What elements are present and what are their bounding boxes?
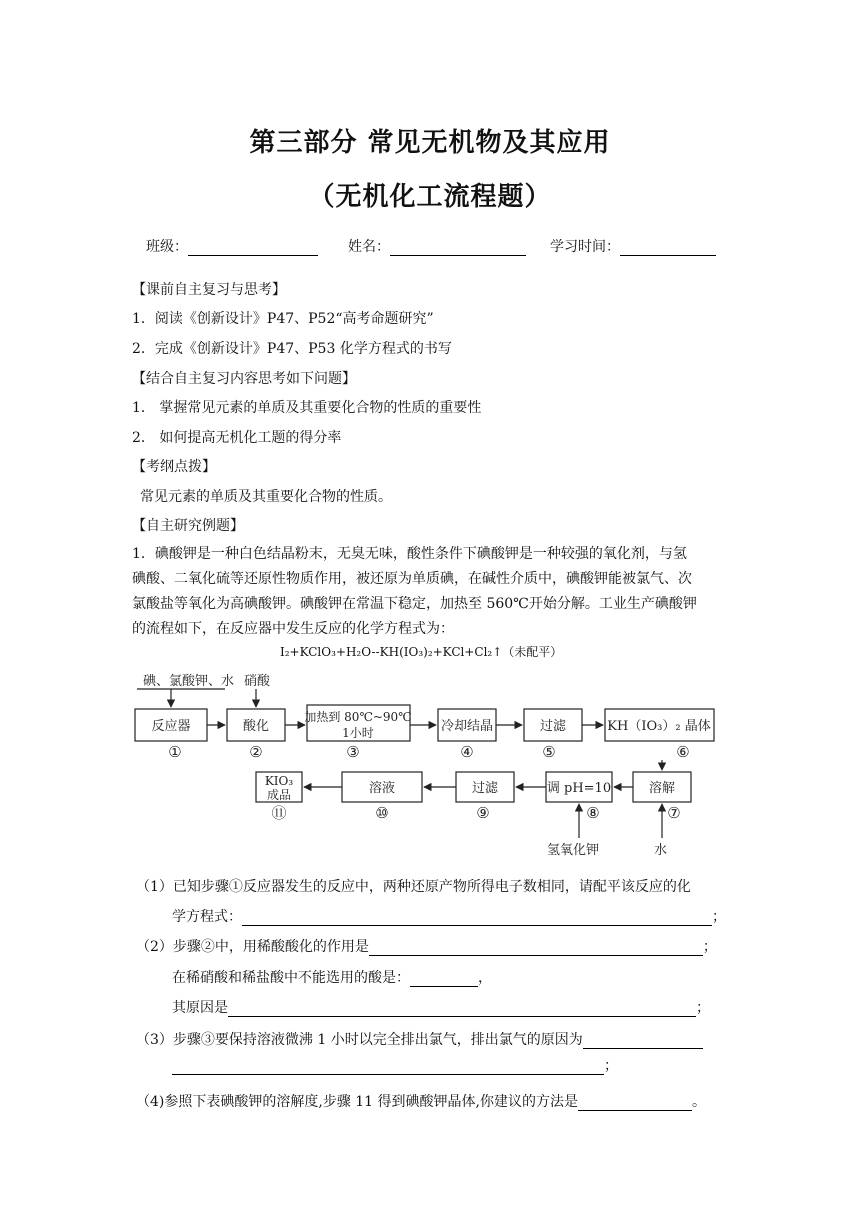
question-3-prompt: （3）步骤③要保持溶液微沸 1 小时以完全排出氯气，排出氯气的原因为	[136, 1032, 583, 1048]
question-1-line-1: （1）已知步骤①反应器发生的反应中，两种还原产物所得电子数相同，请配平该反应的化	[136, 879, 691, 895]
preview-item-2: 2．完成《创新设计》P47、P53 化学方程式的书写	[132, 341, 452, 357]
input-label-reactor: 碘、氯酸钾、水	[143, 674, 235, 689]
input-label-acid: 硝酸	[244, 674, 271, 689]
question-2-line-3	[172, 997, 710, 1017]
answer-blank-3a[interactable]	[583, 1033, 703, 1049]
study-time-label: 学习时间：	[550, 239, 620, 255]
semicolon: ；	[712, 909, 726, 925]
input-label-koh: 氢氧化钾	[547, 843, 600, 858]
chemical-equation: I₂+KClO₃+H₂O--KH(IO₃)₂+KCl+Cl₂↑（未配平）	[280, 645, 563, 659]
question-3-line-1	[136, 1029, 703, 1049]
question-1-line-2	[172, 906, 726, 926]
example-paragraph-line-2: 碘酸、二氧化硫等还原性物质作用，被还原为单质碘，在碱性介质中，碘酸钾能被氯气、次	[132, 571, 692, 587]
question-4-prompt: （4)参照下表碘酸钾的溶解度,步骤 11 得到碘酸钾晶体,你建议的方法是	[136, 1094, 578, 1110]
semicolon: ；	[696, 1000, 710, 1016]
box-label-heating: 加热到 80℃~90℃	[304, 710, 412, 724]
question-2-line-1	[136, 936, 717, 956]
box-label-kh-crystal: KH（IO₃）₂ 晶体	[607, 719, 711, 734]
question-4-line	[136, 1091, 706, 1111]
answer-blank-1[interactable]	[242, 910, 712, 926]
step-number-11: ⑪	[271, 804, 287, 822]
box-label-kio3: KIO₃	[264, 774, 294, 788]
semicolon: ；	[604, 1058, 618, 1074]
box-label-adjust-ph: 调 pH=10	[546, 781, 612, 796]
step-number-4: ④	[460, 743, 474, 761]
question-1-prompt: 学方程式：	[172, 909, 242, 925]
input-label-water: 水	[654, 843, 668, 858]
section-header-questions: 【结合自主复习内容思考如下问题】	[132, 371, 356, 387]
step-number-8: ⑧	[586, 804, 600, 822]
step-number-3: ③	[346, 743, 360, 761]
semicolon: ；	[702, 939, 717, 955]
preview-item-1: 1．阅读《创新设计》P47、P52“高考命题研究”	[132, 311, 434, 327]
section-header-preview: 【课前自主复习与思考】	[132, 282, 286, 298]
class-label: 班级：	[146, 239, 188, 255]
section-header-syllabus: 【考纲点拨】	[132, 459, 216, 475]
question-3-line-2	[172, 1055, 618, 1075]
answer-blank-2b[interactable]	[410, 971, 478, 987]
page-subtitle: （无机化工流程题）	[308, 182, 552, 212]
example-paragraph-line-1: 1．碘酸钾是一种白色结晶粉末，无臭无味，酸性条件下碘酸钾是一种较强的氧化剂，与氢	[132, 546, 687, 562]
example-paragraph-line-4: 的流程如下，在反应器中发生反应的化学方程式为：	[132, 621, 454, 637]
box-label-dissolve: 溶解	[648, 781, 676, 796]
box-label-product: 成品	[266, 788, 292, 802]
question-2-prompt: （2）步骤②中，用稀酸酸化的作用是	[136, 939, 369, 955]
question-2-reason-prompt: 其原因是	[172, 1000, 228, 1016]
example-paragraph-line-3: 氯酸盐等氧化为高碘酸钾。碘酸钾在常温下稳定，加热至 560℃开始分解。工业生产碘酸钾	[132, 596, 697, 612]
box-label-heating-time: 1小时	[342, 726, 374, 740]
step-number-7: ⑦	[667, 804, 681, 822]
syllabus-body: 常见元素的单质及其重要化合物的性质。	[140, 489, 392, 505]
box-label-filter-2: 过滤	[471, 781, 499, 796]
answer-blank-2a[interactable]	[369, 940, 703, 956]
question-2-line-2	[172, 967, 492, 987]
page-title: 第三部分 常见无机物及其应用	[249, 128, 611, 158]
box-label-filter-1: 过滤	[539, 719, 567, 734]
step-number-5: ⑤	[542, 743, 556, 761]
name-label: 姓名：	[348, 239, 390, 255]
comma: ，	[478, 970, 492, 986]
step-number-6: ⑥	[676, 743, 690, 761]
answer-blank-3b[interactable]	[172, 1059, 604, 1075]
period: 。	[691, 1094, 706, 1110]
step-number-9: ⑨	[476, 804, 490, 822]
answer-blank-4[interactable]	[578, 1095, 692, 1111]
step-number-1: ①	[168, 743, 182, 761]
box-label-solution: 溶液	[368, 781, 396, 796]
answer-blank-2c[interactable]	[228, 1001, 696, 1017]
question-item-2: 2． 如何提高无机化工题的得分率	[132, 430, 342, 446]
box-label-cool: 冷却结晶	[440, 719, 494, 734]
step-number-2: ②	[249, 743, 263, 761]
step-number-10: ⑩	[375, 804, 389, 822]
question-2-acid-prompt: 在稀硝酸和稀盐酸中不能选用的酸是：	[172, 970, 410, 986]
box-label-reactor: 反应器	[151, 719, 191, 734]
question-item-1: 1． 掌握常见元素的单质及其重要化合物的性质的重要性	[132, 400, 482, 416]
box-label-acidify: 酸化	[242, 719, 270, 734]
section-header-examples: 【自主研究例题】	[132, 518, 244, 534]
